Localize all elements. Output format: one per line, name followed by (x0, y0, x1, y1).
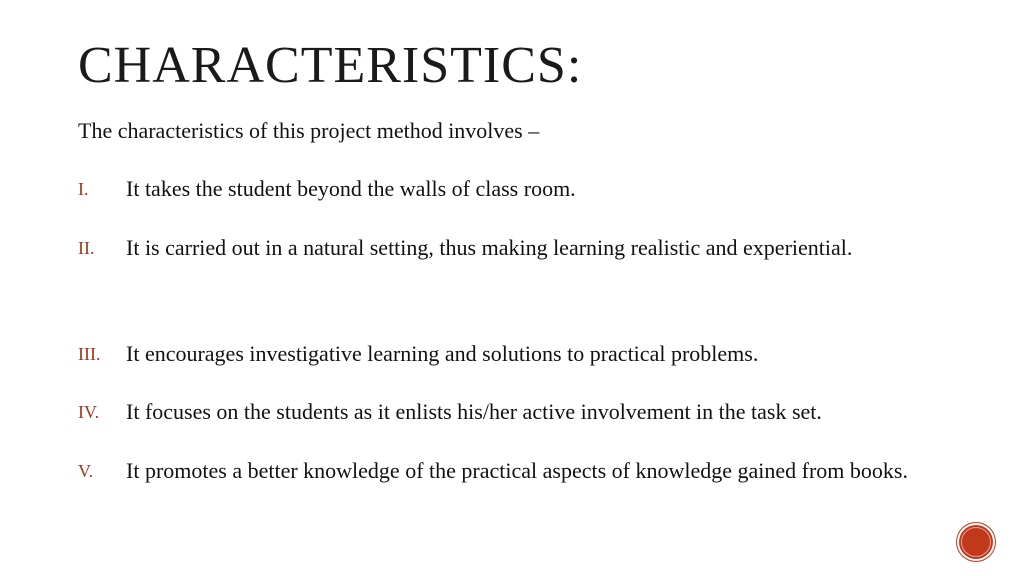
list-item-text: It encourages investigative learning and solutions to practical problems. (126, 341, 759, 366)
intro-text: The characteristics of this project method involves – (78, 118, 540, 143)
list-numeral: I. (78, 179, 89, 199)
list-item-text: It takes the student beyond the walls of class room. (126, 176, 576, 201)
slide-number-badge (957, 523, 995, 561)
list-numeral: III. (78, 344, 101, 364)
list-numeral: IV. (78, 402, 100, 422)
list-numeral: II. (78, 238, 95, 258)
list-item-text: It focuses on the students as it enlists his/her active involvement in the task set. (126, 399, 822, 424)
list-item-text: It is carried out in a natural setting, thus making learning realistic and experiential. (126, 235, 853, 260)
slide-title: CHARACTERISTICS: (78, 37, 583, 94)
list-item-text: It promotes a better knowledge of the practical aspects of knowledge gained from books. (126, 458, 908, 483)
list-numeral: V. (78, 461, 94, 481)
